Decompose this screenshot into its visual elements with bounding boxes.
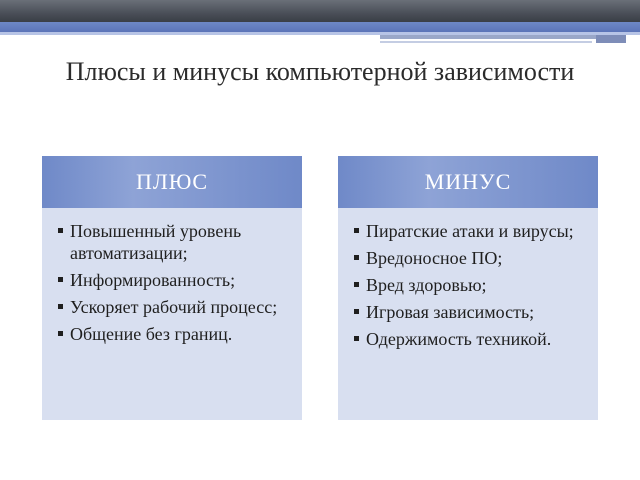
- list-item: [58, 296, 292, 318]
- cons-list: [354, 220, 588, 350]
- bullet-icon: [58, 228, 63, 233]
- bullet-icon: [354, 255, 359, 260]
- accent-block: [596, 35, 626, 43]
- top-decorative-band: [0, 0, 640, 22]
- pros-list: [58, 220, 292, 345]
- list-item: [354, 328, 588, 350]
- list-item: [354, 301, 588, 323]
- list-item-text: Информированность;: [70, 270, 236, 290]
- cons-body: [338, 208, 598, 420]
- list-item: [58, 323, 292, 345]
- accent-bar-thin: [380, 41, 592, 43]
- bullet-icon: [354, 228, 359, 233]
- accent-bar: [380, 35, 600, 39]
- list-item: [354, 274, 588, 296]
- list-item: [354, 247, 588, 269]
- bullet-icon: [58, 304, 63, 309]
- pros-header: ПЛЮС: [42, 156, 302, 208]
- bullet-icon: [354, 282, 359, 287]
- cons-header: МИНУС: [338, 156, 598, 208]
- list-item-text: Вред здоровью;: [366, 275, 487, 295]
- top-blue-stripe: [0, 22, 640, 32]
- list-item: [58, 220, 292, 264]
- bullet-icon: [58, 277, 63, 282]
- page-title: Плюсы и минусы компьютерной зависимости: [65, 57, 575, 86]
- bullet-icon: [354, 336, 359, 341]
- list-item-text: Пиратские атаки и вирусы;: [366, 221, 574, 241]
- pros-body: [42, 208, 302, 420]
- list-item-text: Одержимость техникой.: [366, 329, 552, 349]
- list-item: [58, 269, 292, 291]
- list-item-text: Повышенный уровень автоматизации;: [70, 221, 242, 263]
- list-item-text: Общение без границ.: [70, 324, 233, 344]
- cons-column: [338, 156, 598, 420]
- bullet-icon: [354, 309, 359, 314]
- list-item: [354, 220, 588, 242]
- list-item-text: Ускоряет рабочий процесс;: [70, 297, 278, 317]
- bullet-icon: [58, 331, 63, 336]
- pros-column: [42, 156, 302, 420]
- list-item-text: Игровая зависимость;: [366, 302, 535, 322]
- list-item-text: Вредоносное ПО;: [366, 248, 503, 268]
